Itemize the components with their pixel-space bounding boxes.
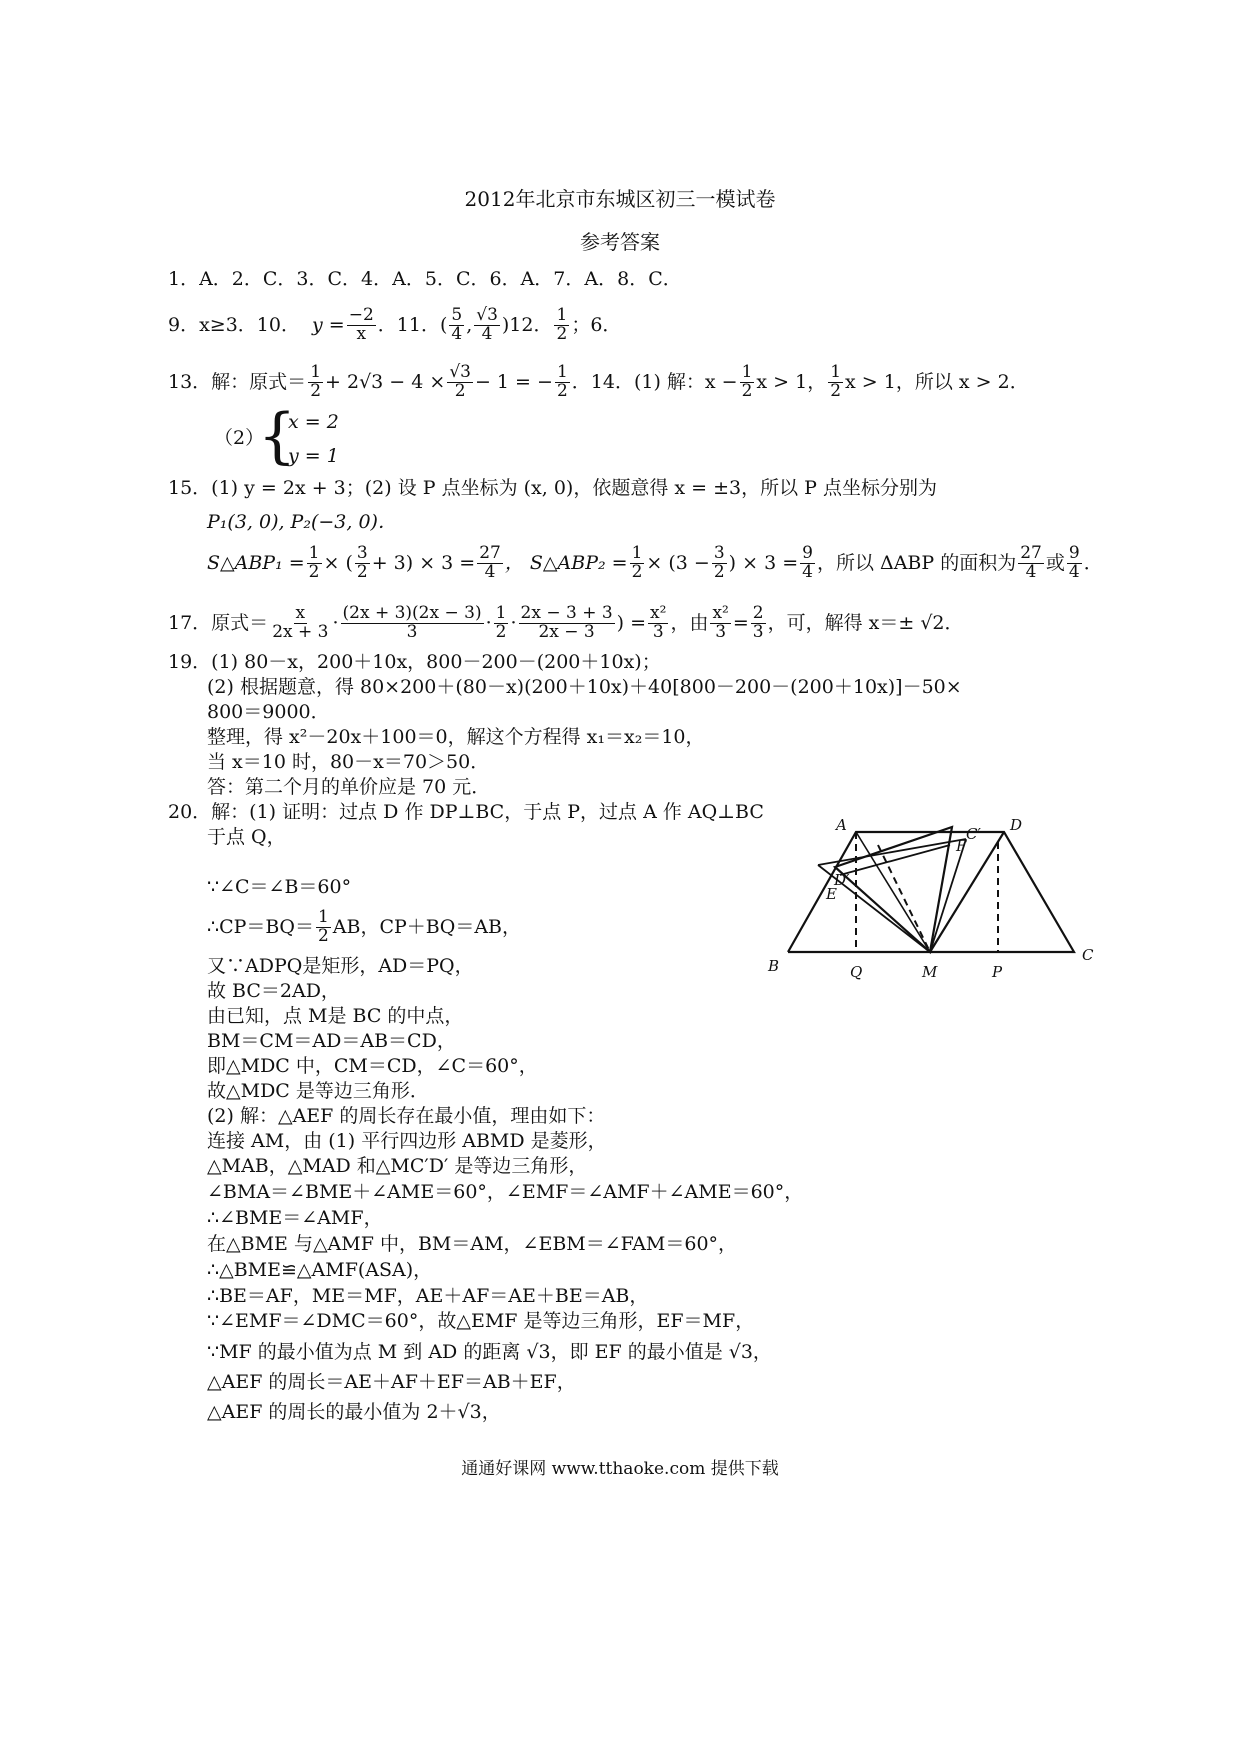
q20-line-12: △MAB，△MAD 和△MC′D′ 是等边三角形， bbox=[207, 1155, 588, 1177]
q20-line-9: 故△MDC 是等边三角形． bbox=[207, 1080, 429, 1102]
q17-frac-2: $\frac{(2x + 3)(2x - 3)}{3}$ bbox=[342, 602, 482, 642]
q19-line-5: 当 x＝10 时，80－x＝70＞50． bbox=[207, 751, 490, 773]
q14-frac-2: $\frac{1}{2}$ bbox=[830, 361, 842, 401]
q20-line-10: (2) 解：△AEF 的周长存在最小值，理由如下： bbox=[207, 1105, 606, 1127]
q12-end: ；6． bbox=[571, 314, 622, 336]
q9-text: 9．x≥3．10． bbox=[168, 314, 300, 336]
q20-line-15: 在△BME 与△AMF 中，BM＝AM，∠EBM＝∠FAM＝60°， bbox=[207, 1233, 738, 1255]
geometry-figure bbox=[760, 805, 1100, 985]
label-m: M bbox=[922, 963, 938, 981]
q17-frac-5: $\frac{\text{x²}}{3}$ bbox=[712, 602, 729, 642]
q19-line-4: 整理，得 x²－20x＋100＝0，解这个方程得 x₁＝x₂＝10， bbox=[207, 726, 705, 748]
label-e: E bbox=[826, 885, 837, 903]
system-brace: { bbox=[258, 401, 297, 471]
system-eq-2: y = 1 bbox=[288, 445, 339, 467]
q20-line-0: 20．解：(1) 证明：过点 D 作 DP⊥BC，于点 P，过点 A 作 AQ⊥BC bbox=[168, 801, 764, 823]
q15-frac-h: $\frac{9}{4}$ bbox=[1068, 542, 1080, 582]
q17-frac-1: $\frac{x}{2x + 3}$ bbox=[272, 602, 329, 642]
q20-line-3: ∴CP＝BQ＝ $\frac{1}{2}$ AB，CP＋BQ＝AB， bbox=[207, 906, 522, 946]
segment-am-dashed bbox=[878, 845, 930, 952]
q20-line-17: ∴BE＝AF，ME＝MF，AE＋AF＝AE＋BE＝AB， bbox=[207, 1285, 649, 1307]
q15-frac-d: $\frac{1}{2}$ bbox=[631, 542, 643, 582]
q17-frac-3: $\frac{2x - 3 + 3}{2x - 3}$ bbox=[520, 602, 613, 642]
q17-line: 17．原式＝ $\frac{x}{2x + 3}$ · $\frac{(2x + 3)(2x - 3)}{3}$ · $\frac{1}{2}$ · $\frac{2x - 3 + 3}{2x - 3}$ ) = $\frac{\text{x²}}{3}$ ，由 $\frac{\text{x²}}{3}$ = $\frac{2}{3}$ ，可，解得 x＝± √2． bbox=[168, 602, 964, 642]
q20-line-4: 又∵ADPQ是矩形，AD＝PQ， bbox=[207, 955, 474, 977]
answers-1-8: 1．A．2．C．3．C．4．A．5．C．6．A．7．A．8．C． bbox=[168, 268, 682, 290]
q15-frac-b: $\frac{3}{2}$ bbox=[356, 542, 368, 582]
label-c-prime: C′ bbox=[966, 825, 981, 843]
q14-mid: x > 1， bbox=[756, 371, 827, 393]
q19-line-1: 19．(1) 80－x，200＋10x，800－200－(200＋10x)； bbox=[168, 651, 661, 673]
label-b: B bbox=[768, 957, 780, 975]
q20-line-19: ∵MF 的最小值为点 M 到 AD 的距离 √3，即 EF 的最小值是 √3， bbox=[207, 1341, 772, 1363]
q13-frac-2: $\frac{√3}{2}$ bbox=[449, 361, 471, 401]
q13-frac-1: $\frac{1}{2}$ bbox=[310, 361, 322, 401]
q13-tail: − 1 = − bbox=[474, 371, 553, 393]
q14-frac-1: $\frac{1}{2}$ bbox=[741, 361, 753, 401]
q19-line-6: 答：第二个月的单价应是 70 元． bbox=[207, 776, 491, 798]
q10-fraction: $\frac{-2}{x}$ bbox=[348, 304, 374, 344]
q14-2-label: （2） bbox=[214, 427, 265, 449]
page-footer: 通通好课网 www.tthaoke.com 提供下载 bbox=[461, 1459, 779, 1479]
q15-frac-c: $\frac{27}{4}$ bbox=[479, 542, 501, 582]
answers-9-12: 9．x≥3．10． y = $\frac{-2}{x}$ ．11．( $\frac{5}{4}$ , $\frac{√3}{4}$ )12． $\frac{1}{2}$ ；6． bbox=[168, 304, 622, 344]
label-p: P bbox=[992, 963, 1003, 981]
q17-frac-6: $\frac{2}{3}$ bbox=[752, 602, 764, 642]
q10-lhs: y = bbox=[312, 314, 345, 336]
page-subtitle: 参考答案 bbox=[580, 230, 660, 254]
label-f: F bbox=[956, 837, 967, 855]
q15-line-3: S△ABP₁ = $\frac{1}{2}$ × ( $\frac{3}{2}$ + 3) × 3 = $\frac{27}{4}$ ， S△ABP₂ = $\frac{1}{2}$ × (3 − $\frac{3}{2}$ ) × 3 = $\frac{9}{4}$ ，所以 ΔABP 的面积为 $\frac{27}{4}$ 或 $\frac{9}{4}$ ． bbox=[207, 542, 1103, 582]
system-eq-1: x = 2 bbox=[288, 411, 339, 433]
q13-mid: + 2√3 − 4 × bbox=[325, 371, 446, 393]
q20-line-18: ∵∠EMF＝∠DMC＝60°，故△EMF 是等边三角形，EF＝MF， bbox=[207, 1310, 755, 1332]
label-d: D bbox=[1010, 816, 1023, 834]
label-c: C bbox=[1082, 946, 1094, 964]
label-d-prime: D′ bbox=[834, 871, 850, 889]
q11-fraction-1: $\frac{5}{4}$ bbox=[451, 304, 463, 344]
q15-frac-a: $\frac{1}{2}$ bbox=[308, 542, 320, 582]
q12-fraction: $\frac{1}{2}$ bbox=[556, 304, 568, 344]
q19-line-3: 800＝9000． bbox=[207, 701, 330, 723]
q19-line-2: (2) 根据题意，得 80×200＋(80－x)(200＋10x)＋40[800－200－(200＋10x)]－50× bbox=[207, 676, 962, 698]
q20-line-21: △AEF 的周长的最小值为 2＋√3， bbox=[207, 1401, 501, 1423]
q20-line-8: 即△MDC 中，CM＝CD，∠C＝60°， bbox=[207, 1055, 538, 1077]
q11-text: ．11．( bbox=[377, 314, 448, 336]
label-q: Q bbox=[850, 963, 863, 981]
q20-line-7: BM＝CM＝AD＝AB＝CD， bbox=[207, 1030, 456, 1052]
segment-am-solid bbox=[856, 832, 930, 952]
q20-half-frac: $\frac{1}{2}$ bbox=[317, 906, 329, 946]
q15-frac-g: $\frac{27}{4}$ bbox=[1020, 542, 1042, 582]
answers-13-14 bbox=[168, 360, 1029, 404]
rotated-triangle bbox=[835, 827, 952, 952]
page-title: 2012年北京市东城区初三一模试卷 bbox=[464, 187, 776, 211]
q20-line-20: △AEF 的周长＝AE＋AF＋EF＝AB＋EF， bbox=[207, 1371, 576, 1393]
q17-frac-half: $\frac{1}{2}$ bbox=[495, 602, 507, 642]
q15-line-2: P₁(3, 0), P₂(−3, 0)． bbox=[207, 511, 397, 533]
q14-end: x > 1，所以 x > 2． bbox=[845, 371, 1029, 393]
q12-text: )12． bbox=[501, 314, 553, 336]
q20-line-16: ∴△BME≌△AMF(ASA)， bbox=[207, 1259, 433, 1281]
q20-line-13: ∠BMA＝∠BME＋∠AME＝60°，∠EMF＝∠AMF＋∠AME＝60°， bbox=[207, 1181, 804, 1203]
q20-line-1: 于点 Q， bbox=[207, 826, 286, 848]
q15-line-1: 15．(1) y = 2x + 3；(2) 设 P 点坐标为 (x, 0)，依题意得 x = ±3，所以 P 点坐标分别为 bbox=[168, 477, 937, 499]
q17-frac-4: $\frac{\text{x²}}{3}$ bbox=[650, 602, 667, 642]
label-a: A bbox=[836, 816, 847, 834]
q20-line-2: ∵∠C＝∠B＝60° bbox=[207, 876, 352, 898]
q13-label: 13．解：原式＝ bbox=[168, 371, 307, 393]
q14-start: ．14．(1) 解：x − bbox=[571, 371, 738, 393]
q11-fraction-2: $\frac{√3}{4}$ bbox=[476, 304, 498, 344]
q13-frac-3: $\frac{1}{2}$ bbox=[556, 361, 568, 401]
q20-line-11: 连接 AM，由 (1) 平行四边形 ABMD 是菱形， bbox=[207, 1130, 607, 1152]
q15-frac-e: $\frac{3}{2}$ bbox=[713, 542, 725, 582]
q20-line-6: 由已知，点 M是 BC 的中点， bbox=[207, 1005, 464, 1027]
q15-frac-f: $\frac{9}{4}$ bbox=[802, 542, 813, 582]
q20-line-5: 故 BC＝2AD， bbox=[207, 980, 340, 1002]
q20-line-14: ∴∠BME＝∠AMF， bbox=[207, 1207, 383, 1229]
